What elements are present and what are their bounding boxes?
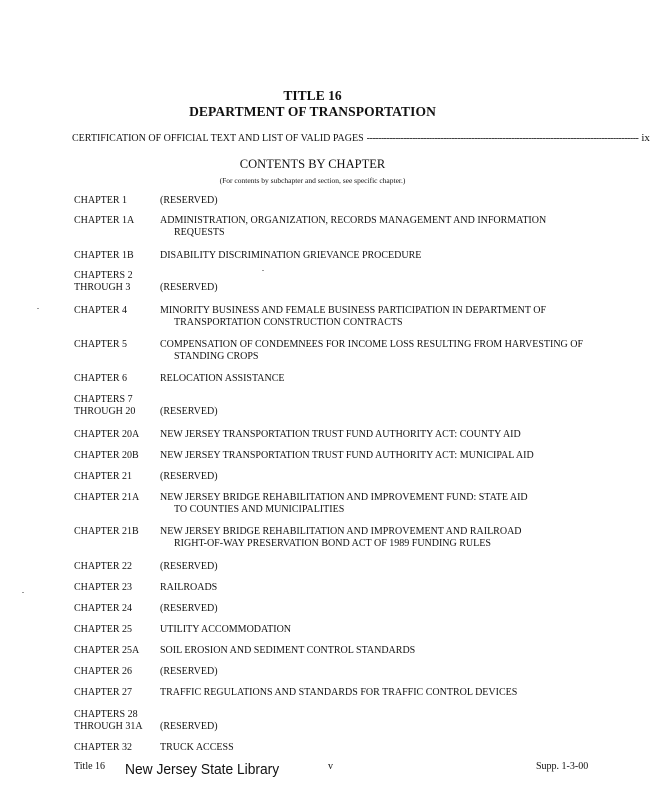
chapter-number [74,582,160,594]
chapter-title-line: (RESERVED) [160,603,218,614]
chapter-title-line: TRANSPORTATION CONSTRUCTION CONTRACTS [174,317,403,328]
chapter-number [74,429,160,441]
chapter-number [74,373,160,385]
chapter-title [160,471,600,483]
chapter-title [160,742,600,754]
chapter-number-line: CHAPTERS 7 [74,394,133,405]
chapter-title-line: STANDING CROPS [174,351,259,362]
chapter-title-line: (RESERVED) [160,721,218,732]
contents-note: (For contents by subchapter and section, see specific chapter.) [219,176,406,185]
chapter-number [74,561,160,573]
chapter-number-line: CHAPTER 24 [74,603,133,614]
title-number: TITLE 16 [283,88,342,103]
chapter-title [160,526,600,550]
chapter-number [74,492,160,504]
chapter-title [160,624,600,636]
chapter-title-line: NEW JERSEY BRIDGE REHABILITATION AND IMPROVEMENT FUND: STATE AID [160,492,528,503]
chapter-number [74,471,160,483]
chapter-title-line: DISABILITY DISCRIMINATION GRIEVANCE PROCEDURE [160,250,422,261]
chapter-title [160,450,600,462]
chapter-number-line: CHAPTER 1A [74,215,135,226]
chapter-number-line: CHAPTER 25A [74,645,140,656]
chapter-title-line: UTILITY ACCOMMODATION [160,624,292,635]
chapter-number-line: CHAPTER 21A [74,492,140,503]
chapter-title [160,687,600,699]
chapter-title [160,250,600,262]
chapter-title-line: (RESERVED) [160,406,218,417]
chapter-number [74,394,160,418]
certification-text: CERTIFICATION OF OFFICIAL TEXT AND LIST OF VALID PAGES [72,133,364,144]
chapter-title-line: (RESERVED) [160,282,218,293]
chapter-title [160,305,600,329]
chapter-title-line: RIGHT-OF-WAY PRESERVATION BOND ACT OF 1989 FUNDING RULES [174,538,491,549]
chapter-number [74,526,160,538]
chapter-number-line: THROUGH 20 [74,406,136,417]
chapter-number [74,666,160,678]
chapter-number-line: CHAPTER 1B [74,250,134,261]
chapter-title [160,406,600,418]
chapter-title [160,282,600,294]
chapter-title-line: TRAFFIC REGULATIONS AND STANDARDS FOR TRAFFIC CONTROL DEVICES [160,687,518,698]
chapter-number [74,450,160,462]
dot-leader: ------------------------------------------------------------------------------------------------ [366,133,639,144]
certification-page: ix [641,132,650,144]
chapter-title [160,215,600,239]
scan-speck [37,308,39,309]
chapter-title-line: NEW JERSEY TRANSPORTATION TRUST FUND AUTHORITY ACT: COUNTY AID [160,429,521,440]
chapter-number-line: CHAPTER 22 [74,561,133,572]
certification-line [72,132,650,144]
chapter-title-line: (RESERVED) [160,666,218,677]
chapter-title [160,721,600,733]
chapter-title-line: TO COUNTIES AND MUNICIPALITIES [174,504,345,515]
chapter-number-line: CHAPTERS 28 [74,709,138,720]
supplement-date: Supp. 1-3-00 [536,761,589,772]
chapter-title [160,373,600,385]
chapter-title [160,582,600,594]
scan-speck [22,592,24,593]
chapter-number-line: CHAPTER 20B [74,450,139,461]
chapter-title-line: REQUESTS [174,227,225,238]
chapter-number-line: THROUGH 3 [74,282,131,293]
chapter-title [160,339,600,363]
chapter-number-line: CHAPTER 4 [74,305,128,316]
chapter-title [160,561,600,573]
chapter-number-line: CHAPTER 21 [74,471,133,482]
chapter-number-line: CHAPTER 32 [74,742,133,753]
scan-speck [262,270,264,271]
chapter-title-line: NEW JERSEY TRANSPORTATION TRUST FUND AUTHORITY ACT: MUNICIPAL AID [160,450,534,461]
chapter-title [160,195,600,207]
chapter-number-line: CHAPTER 21B [74,526,139,537]
chapter-title [160,429,600,441]
chapter-number [74,305,160,317]
chapter-title-line: COMPENSATION OF CONDEMNEES FOR INCOME LOSS RESULTING FROM HARVESTING OF [160,339,584,350]
chapter-title-line: SOIL EROSION AND SEDIMENT CONTROL STANDARDS [160,645,416,656]
chapter-number-line: CHAPTER 27 [74,687,133,698]
chapter-number-line: CHAPTER 23 [74,582,133,593]
chapter-number-line: CHAPTER 25 [74,624,133,635]
chapter-title [160,492,600,516]
chapter-number [74,742,160,754]
chapter-number-line: THROUGH 31A [74,721,143,732]
chapter-title-line: (RESERVED) [160,195,218,206]
chapter-title-line: ADMINISTRATION, ORGANIZATION, RECORDS MANAGEMENT AND INFORMATION [160,215,547,226]
library-stamp: New Jersey State Library [125,761,280,778]
chapter-title-line: TRUCK ACCESS [160,742,234,753]
chapter-number [74,195,160,207]
chapter-title [160,666,600,678]
chapter-title [160,603,600,615]
chapter-title-line: RELOCATION ASSISTANCE [160,373,285,384]
chapter-number [74,645,160,657]
title-name: DEPARTMENT OF TRANSPORTATION [189,104,436,119]
chapter-number [74,215,160,227]
chapter-number [74,250,160,262]
chapter-number [74,270,160,294]
chapter-number [74,709,160,733]
footer-title: Title 16 [74,761,106,772]
chapter-number-line: CHAPTER 6 [74,373,128,384]
chapter-number-line: CHAPTER 5 [74,339,128,350]
chapter-number-line: CHAPTER 1 [74,195,128,206]
chapter-number [74,339,160,351]
chapter-number-line: CHAPTER 20A [74,429,140,440]
chapter-number [74,687,160,699]
page-number: v [328,761,333,772]
chapter-title-line: (RESERVED) [160,561,218,572]
chapter-title [160,645,600,657]
chapter-title-line: RAILROADS [160,582,218,593]
contents-heading: CONTENTS BY CHAPTER [239,157,386,171]
chapter-number [74,603,160,615]
chapter-title-line: NEW JERSEY BRIDGE REHABILITATION AND IMPROVEMENT AND RAILROAD [160,526,522,537]
chapter-number-line: CHAPTER 26 [74,666,133,677]
chapter-title-line: (RESERVED) [160,471,218,482]
chapter-number-line: CHAPTERS 2 [74,270,133,281]
chapter-number [74,624,160,636]
chapter-title-line: MINORITY BUSINESS AND FEMALE BUSINESS PARTICIPATION IN DEPARTMENT OF [160,305,547,316]
